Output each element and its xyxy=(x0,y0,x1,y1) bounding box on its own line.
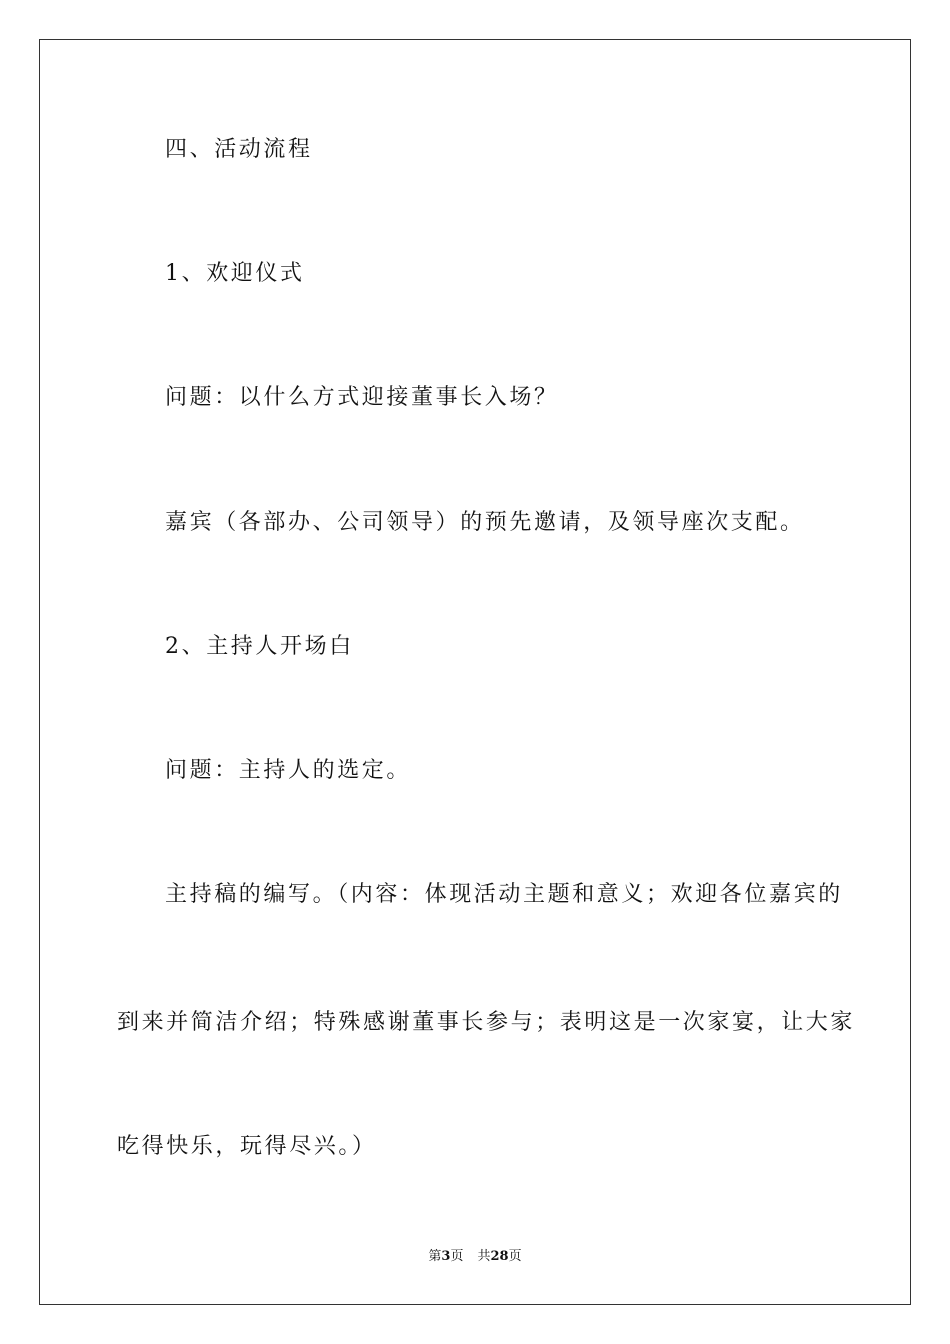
paragraph-question-2: 问题：主持人的选定。 xyxy=(165,758,412,783)
subsection-heading-host: 2、主持人开场白 xyxy=(165,634,354,659)
footer-page-number: 3 xyxy=(441,1249,451,1264)
paragraph-question-1: 问题：以什么方式迎接董事长入场？ xyxy=(165,385,559,410)
paragraph-script-line-3: 吃得快乐，玩得尽兴。） xyxy=(117,1134,377,1159)
footer-page-prefix: 第 xyxy=(428,1249,442,1264)
paragraph-script-line-1: 主持稿的编写。（内容：体现活动主题和意义；欢迎各位嘉宾的 xyxy=(165,882,843,907)
section-heading: 四、活动流程 xyxy=(165,137,313,162)
footer-total-prefix: 共 xyxy=(477,1249,491,1264)
page-footer xyxy=(0,1248,950,1266)
paragraph-guests: 嘉宾（各部办、公司领导）的预先邀请，及领导座次支配。 xyxy=(165,510,805,535)
paragraph-script-line-2: 到来并简洁介绍；特殊感谢董事长参与；表明这是一次家宴，让大家 xyxy=(117,1010,856,1035)
footer-total-pages: 28 xyxy=(490,1249,509,1264)
subsection-heading-welcome: 1、欢迎仪式 xyxy=(165,261,305,286)
footer-total-suffix: 页 xyxy=(508,1249,522,1264)
footer-page-suffix: 页 xyxy=(450,1249,464,1264)
page-border xyxy=(39,39,911,1305)
